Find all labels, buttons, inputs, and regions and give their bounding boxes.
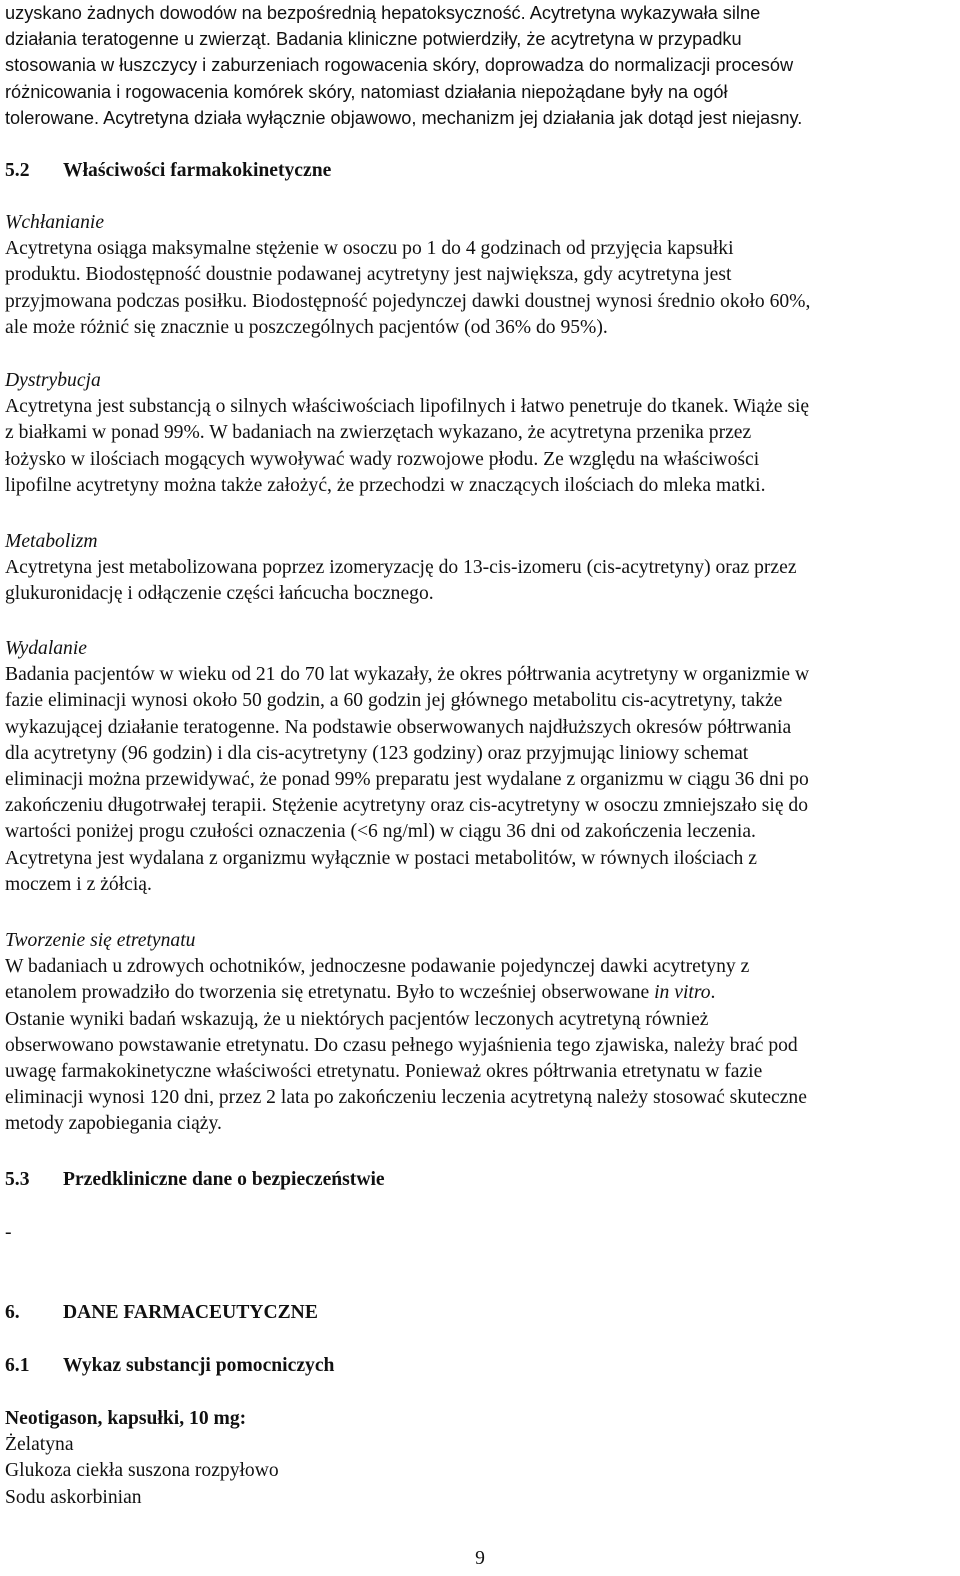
section-number: 5.2 — [5, 160, 30, 181]
section-6-1-heading — [5, 1353, 334, 1379]
dash-placeholder: - — [5, 1222, 12, 1243]
text-line: fazie eliminacji wynosi około 50 godzin, a 60 godzin jej głównego metabolitu cis-acytretyny, także — [5, 690, 783, 712]
section-title: Właściwości farmakokinetyczne — [63, 160, 332, 181]
subsection-heading: Tworzenie się etretynatu — [5, 930, 196, 951]
text-line: moczem i z żółcią. — [5, 873, 152, 895]
text-line: Badania pacjentów w wieku od 21 do 70 lat wykazały, że okres półtrwania acytretyny w organizmie w — [5, 664, 810, 686]
section-title: Przedkliniczne dane o bezpieczeństwie — [63, 1169, 385, 1190]
intro-line: tolerowane. Acytretyna działa wyłącznie objawowo, mechanizm jej działania jak dotąd jest niejasny. — [5, 107, 803, 128]
text-line: Acytretyna osiąga maksymalne stężenie w osoczu po 1 do 4 godzinach od przyjęcia kapsułki — [5, 238, 734, 260]
section-6-heading — [5, 1300, 318, 1326]
intro-line: uzyskano żadnych dowodów na bezpośrednią hepatoksyczność. Acytretyna wykazywała silne — [5, 3, 761, 23]
etretinate-block — [5, 928, 955, 1138]
text-line: produktu. Biodostępność doustnie podawanej acytretyny jest największa, gdy acytretyna jest — [5, 264, 732, 286]
section-5-3-heading — [5, 1167, 385, 1193]
text-line: z białkami w ponad 99%. W badaniach na zwierzętach wykazano, że acytretyna przenika przez — [5, 422, 752, 444]
text-line: Acytretyna jest substancją o silnych właściwościach lipofilnych i łatwo penetruje do tkanek. Wiąże się — [5, 396, 810, 418]
section-number: 6.1 — [5, 1355, 30, 1376]
intro-paragraph — [5, 0, 955, 131]
page-number: 9 — [475, 1548, 485, 1569]
text-line: uwagę farmakokinetyczne właściwości etretynatu. Ponieważ okres półtrwania etretynatu w fazie — [5, 1061, 763, 1083]
section-5-3-content — [5, 1220, 955, 1246]
subsection-heading: Wchłanianie — [5, 212, 105, 233]
text-line: eliminacji wynosi 120 dni, przez 2 lata po zakończeniu leczenia acytretyną należy stosować skuteczne — [5, 1087, 807, 1109]
intro-line: działania teratogenne u zwierząt. Badania kliniczne potwierdziły, że acytretyna w przypadku — [5, 29, 742, 50]
section-title: Wykaz substancji pomocniczych — [63, 1355, 335, 1376]
text-line: W badaniach u zdrowych ochotników, jednoczesne podawanie pojedynczej dawki acytretyny z — [5, 956, 750, 978]
text-segment: . — [710, 982, 716, 1004]
subsection-heading: Wydalanie — [5, 638, 87, 659]
text-line: Ostanie wyniki badań wskazują, że u niektórych pacjentów leczonych acytretyną również — [5, 1008, 709, 1030]
text-line: ale może różnić się znacznie u poszczególnych pacjentów (od 36% do 95%). — [5, 316, 608, 338]
excipient-item: Sodu askorbinian — [5, 1486, 142, 1508]
intro-line: różnicowania i rogowacenia komórek skóry, natomiast działania niepożądane były na ogół — [5, 81, 728, 102]
text-line: łożysko w ilościach mogących wywoływać wady rozwojowe płodu. Ze względu na właściwości — [5, 448, 760, 470]
product-heading: Neotigason, kapsułki, 10 mg: — [5, 1408, 247, 1429]
elimination-block — [5, 636, 955, 898]
italic-term: in vitro — [654, 982, 711, 1004]
text-line: wykazującej działanie teratogenne. Na podstawie obserwowanych najdłuższych okresów półtrwania — [5, 716, 792, 738]
text-segment: etanolem prowadziło do tworzenia się etretynatu. Było to wcześniej obserwowane — [5, 982, 655, 1004]
excipient-item: Glukoza ciekła suszona rozpyłowo — [5, 1460, 279, 1482]
text-line: glukuronidację i odłączenie części łańcucha bocznego. — [5, 583, 434, 605]
text-line: Acytretyna jest wydalana z organizmu wyłącznie w postaci metabolitów, w równych ilościach z — [5, 847, 757, 869]
text-line: przyjmowana podczas posiłku. Biodostępność pojedynczej dawki doustnej wynosi średnio około 60%, — [5, 290, 811, 312]
text-line: obserwowano powstawanie etretynatu. Do czasu pełnego wyjaśnienia tego zjawiska, należy brać pod — [5, 1034, 798, 1056]
text-line: eliminacji można przewidywać, że ponad 99% preparatu jest wydalane z organizmu w ciągu 36 dni po — [5, 769, 809, 791]
text-line: wartości poniżej progu czułości oznaczenia (<6 ng/ml) w ciągu 36 dni od zakończenia leczenia. — [5, 821, 756, 843]
text-line: metody zapobiegania ciąży. — [5, 1113, 222, 1135]
text-line: dla acytretyny (96 godzin) i dla cis-acytretyny (123 godziny) oraz przyjmując liniowy schemat — [5, 742, 749, 764]
excipients-block — [5, 1406, 955, 1511]
absorption-block — [5, 210, 955, 341]
section-5-2-heading — [5, 158, 331, 184]
text-line: Acytretyna jest metabolizowana poprzez izomeryzację do 13-cis-izomeru (cis-acytretyny) oraz przez — [5, 557, 797, 579]
subsection-heading: Dystrybucja — [5, 370, 101, 391]
distribution-block — [5, 368, 955, 499]
section-title: DANE FARMACEUTYCZNE — [63, 1302, 318, 1323]
text-line: zakończeniu długotrwałej terapii. Stężenie acytretyny oraz cis-acytretyny w osoczu zmniejszało się do — [5, 795, 809, 817]
section-number: 6. — [5, 1302, 20, 1323]
section-number: 5.3 — [5, 1169, 30, 1190]
subsection-heading: Metabolizm — [5, 531, 98, 552]
excipient-item: Żelatyna — [5, 1434, 74, 1456]
intro-line: stosowania w łuszczycy i zaburzeniach rogowacenia skóry, doprowadza do normalizacji procesów — [5, 55, 794, 76]
metabolism-block — [5, 529, 955, 608]
text-line-mixed — [5, 980, 955, 1006]
text-line: lipofilne acytretyny można także założyć, że przechodzi w znaczących ilościach do mleka matki. — [5, 474, 766, 496]
